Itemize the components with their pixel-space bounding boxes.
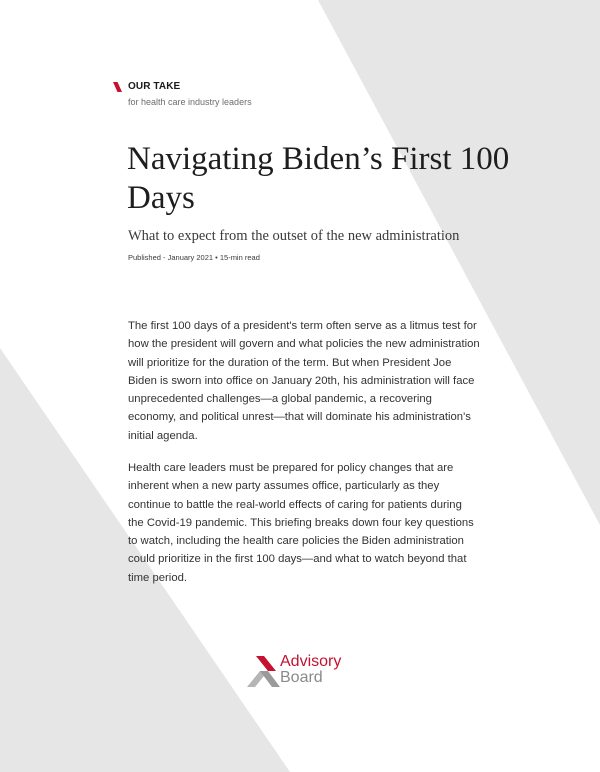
page-title: Navigating Biden’s First 100 Days bbox=[127, 141, 510, 216]
kicker-label: OUR TAKE bbox=[128, 81, 181, 92]
advisory-board-logo-mark-icon bbox=[247, 656, 280, 687]
page-subtitle: What to expect from the outset of the new administration bbox=[128, 228, 460, 244]
chevron-mark-icon bbox=[113, 82, 123, 92]
advisory-board-logo bbox=[247, 655, 357, 689]
logo-text-board: Board bbox=[280, 669, 323, 686]
body-paragraph-2: Health care leaders must be prepared for policy changes that are inherent when a new party assumes office, particularly as they continue to battle the real-world effects of caring for patients during the Covid-19 pandemic. This briefing breaks down four key questions to watch, including the health care policies the Biden administration could prioritize in the first 100 days—and what to watch beyond that time period. bbox=[128, 462, 474, 584]
publish-meta: Published - January 2021 • 15-min read bbox=[128, 253, 260, 262]
kicker-subtitle: for health care industry leaders bbox=[128, 97, 252, 107]
body-paragraph-1: The first 100 days of a president's term often serve as a litmus test for how the president will govern and what policies the new administration will prioritize for the duration of the term. But when President Joe Biden is sworn into office on January 20th, his administration will face unprecedented challenges—a global pandemic, a recovering economy, and political unrest—that will dominate his administration's initial agenda. bbox=[128, 320, 480, 442]
logo-text-advisory: Advisory bbox=[280, 653, 342, 670]
